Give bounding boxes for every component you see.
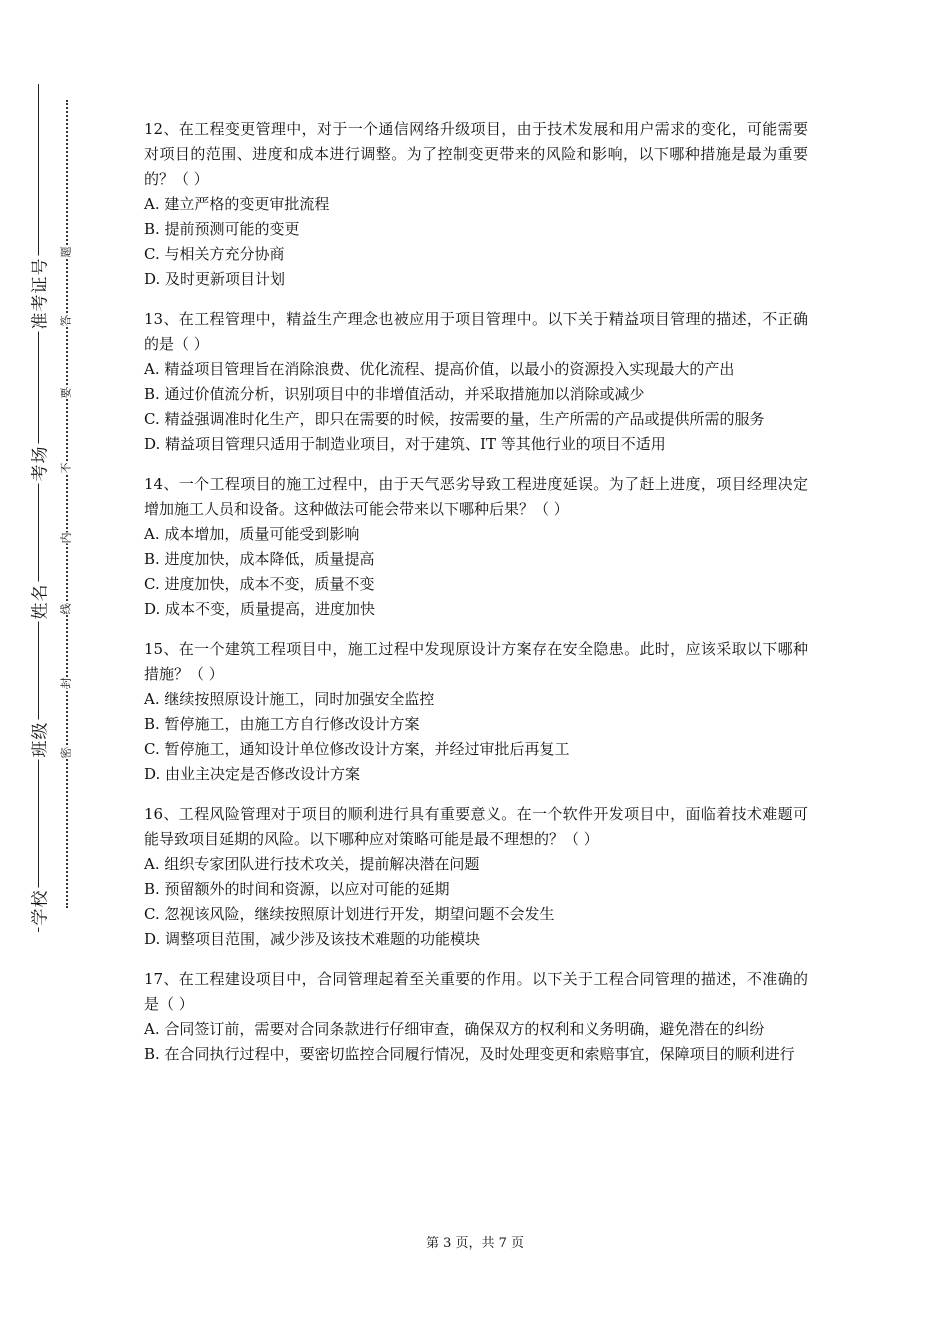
option-b: B. 提前预测可能的变更 — [144, 220, 300, 238]
question-stem: 14、一个工程项目的施工过程中，由于天气恶劣导致工程进度延误。为了赶上进度，项目经理决定增加施工人员和设备。这种做法可能会带来以下哪种后果？（ ） — [144, 475, 808, 518]
option-a: A. 建立严格的变更审批流程 — [144, 195, 330, 213]
seal-char: 不 — [59, 462, 72, 474]
seal-char: 密 — [59, 747, 72, 759]
option-a: A. 精益项目管理旨在消除浪费、优化流程、提高价值，以最小的资源投入实现最大的产出 — [144, 360, 735, 378]
binding-solid-line — [38, 84, 39, 932]
option-a: A. 成本增加，质量可能受到影响 — [144, 525, 360, 543]
page-number: 第 3 页，共 7 页 — [425, 1236, 525, 1251]
question-stem: 12、在工程变更管理中，对于一个通信网络升级项目，由于技术发展和用户需求的变化，可能需要对项目的范围、进度和成本进行调整。为了控制变更带来的风险和影响，以下哪种措施是最为重要的？（ ） — [144, 120, 808, 188]
option-c: C. 精益强调准时化生产，即只在需要的时候，按需要的量，生产所需的产品或提供所需的服务 — [144, 410, 765, 428]
seal-char: 题 — [59, 246, 72, 258]
option-d: D. 调整项目范围，减少涉及该技术难题的功能模块 — [144, 930, 481, 948]
field-label-school: 学校 — [22, 872, 54, 942]
question-17 — [144, 967, 808, 1067]
binding-dotted-line — [66, 100, 68, 908]
option-b: B. 暂停施工，由施工方自行修改设计方案 — [144, 715, 420, 733]
option-b: B. 预留额外的时间和资源，以应对可能的延期 — [144, 880, 450, 898]
option-d: D. 及时更新项目计划 — [144, 270, 286, 288]
option-b: B. 通过价值流分析，识别项目中的非增值活动，并采取措施加以消除或减少 — [144, 385, 645, 403]
question-stem: 13、在工程管理中，精益生产理念也被应用于项目管理中。以下关于精益项目管理的描述，不正确的是（ ） — [144, 310, 808, 353]
option-c: C. 与相关方充分协商 — [144, 245, 285, 263]
question-stem: 17、在工程建设项目中，合同管理起着至关重要的作用。以下关于工程合同管理的描述，不准确的是（ ） — [144, 970, 808, 1013]
question-14 — [144, 472, 808, 622]
option-a: A. 合同签订前，需要对合同条款进行仔细审查，确保双方的权利和义务明确，避免潜在的纠纷 — [144, 1020, 765, 1038]
field-label-exam-id: 准考证号 — [22, 258, 54, 328]
question-list — [144, 117, 808, 1082]
seal-char: 要 — [59, 387, 72, 399]
question-stem: 15、在一个建筑工程项目中，施工过程中发现原设计方案存在安全隐患。此时，应该采取以下哪种措施？（ ） — [144, 640, 808, 683]
question-13 — [144, 307, 808, 457]
option-c: C. 进度加快，成本不变，质量不变 — [144, 575, 375, 593]
option-c: C. 暂停施工，通知设计单位修改设计方案，并经过审批后再复工 — [144, 740, 570, 758]
option-a: A. 继续按照原设计施工，同时加强安全监控 — [144, 690, 435, 708]
option-d: D. 精益项目管理只适用于制造业项目，对于建筑、IT 等其他行业的项目不适用 — [144, 435, 666, 453]
field-label-name: 姓名 — [22, 566, 54, 636]
seal-char: 封 — [59, 677, 72, 689]
option-b: B. 进度加快，成本降低，质量提高 — [144, 550, 375, 568]
option-d: D. 由业主决定是否修改设计方案 — [144, 765, 361, 783]
option-d: D. 成本不变，质量提高，进度加快 — [144, 600, 376, 618]
option-b: B. 在合同执行过程中，要密切监控合同履行情况，及时处理变更和索赔事宜，保障项目的顺利进行 — [144, 1045, 795, 1063]
option-c: C. 忽视该风险，继续按照原计划进行开发，期望问题不会发生 — [144, 905, 555, 923]
question-15 — [144, 637, 808, 787]
seal-char: 答 — [59, 315, 72, 327]
field-label-exam-room: 考场 — [22, 428, 54, 498]
question-12 — [144, 117, 808, 292]
question-16 — [144, 802, 808, 952]
field-label-class: 班级 — [22, 704, 54, 774]
option-a: A. 组织专家团队进行技术攻关，提前解决潜在问题 — [144, 855, 480, 873]
seal-char: 线 — [59, 603, 72, 615]
seal-char: 内 — [59, 532, 72, 544]
question-stem: 16、工程风险管理对于项目的顺利进行具有重要意义。在一个软件开发项目中，面临着技术难题可能导致项目延期的风险。以下哪种应对策略可能是最不理想的？（ ） — [144, 805, 808, 848]
